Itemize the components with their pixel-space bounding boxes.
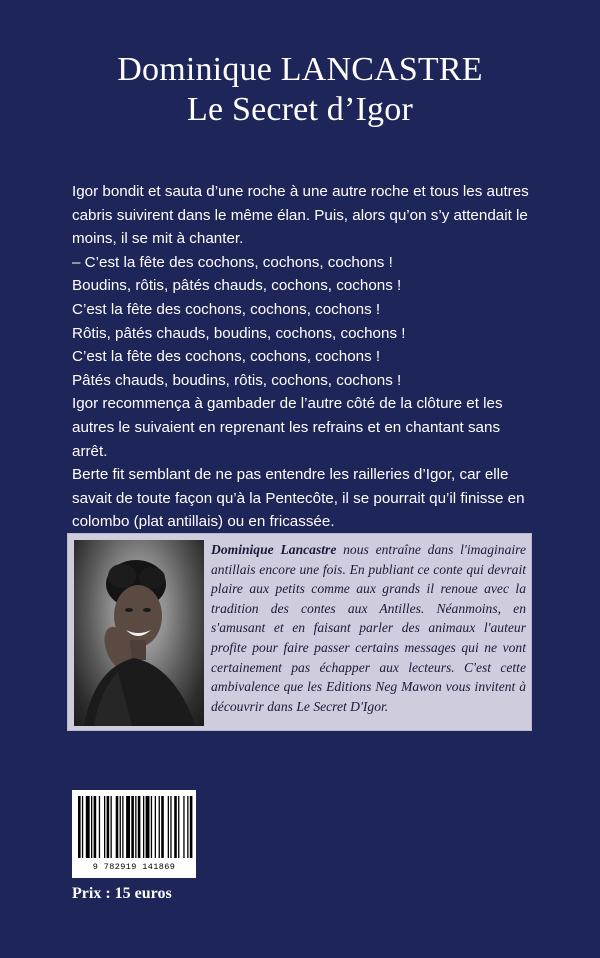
barcode	[72, 790, 196, 878]
back-cover-blurb	[72, 180, 532, 534]
barcode-bar	[178, 796, 179, 858]
barcode-bar	[146, 796, 150, 858]
barcode-bar	[82, 796, 83, 858]
author-name-heading: Dominique LANCASTRE	[117, 51, 483, 88]
barcode-bar	[135, 796, 136, 858]
blurb-paragraph: Berte fit semblant de ne pas entendre les railleries d’Igor, car elle savait de toute façon qu’à la Pentecôte, il se pourrait qu’il finisse en colombo (plat antillais) ou en fricassée.	[72, 466, 525, 531]
book-title: Le Secret d’Igor	[187, 91, 413, 128]
blurb-paragraph: Igor recommença à gambader de l’autre côté de la clôture et les autres le suivaient en reprenant les refrains et en chantant sans arrêt.	[72, 395, 503, 460]
song-line: C’est la fête des cochons, cochons, cochons !	[72, 300, 381, 318]
song-line: Boudins, rôtis, pâtés chauds, cochons, cochons !	[72, 277, 402, 295]
barcode-bar	[131, 796, 134, 858]
barcode-bar	[183, 796, 184, 858]
author-bio-text	[211, 540, 526, 716]
song-line: Pâtés chauds, boudins, rôtis, cochons, cochons !	[72, 371, 402, 389]
price-label: Prix : 15 euros	[72, 885, 172, 902]
barcode-bar	[94, 796, 97, 858]
barcode-bar	[138, 796, 141, 858]
barcode-bar	[170, 796, 171, 858]
song-line: C’est la fête des cochons, cochons, cochons !	[72, 348, 381, 366]
barcode-bar	[107, 796, 110, 858]
barcode-bar	[143, 796, 144, 858]
bio-body: nous entraîne dans l'imaginaire antillais encore une fois. En publiant ce conte qui devrait plaire aux petits comme aux grands il renoue avec la tradition des contes aux Antilles. Néanmoins, en s'amusant et en faisant parler des animaux l'auteur profite pour faire passer certains messages qui ne vont certainement pas échapper aux lecteurs. C'est cette ambivalence que les Editions Neg Mawon vous invitent à découvrir dans Le Secret D'Igor.	[211, 542, 526, 714]
barcode-bar	[91, 796, 92, 858]
barcode-bar	[111, 796, 112, 858]
bio-author-name: Dominique Lancastre	[211, 542, 337, 557]
song-line: Rôtis, pâtés chauds, boudins, cochons, cochons !	[72, 324, 406, 342]
barcode-bar	[168, 796, 169, 858]
barcode-digits: 9 782919 141869	[92, 862, 176, 872]
barcode-bars	[72, 790, 196, 862]
barcode-bar	[190, 796, 193, 858]
barcode-bar	[174, 796, 177, 858]
barcode-bar	[187, 796, 188, 858]
author-portrait-image	[74, 540, 204, 726]
barcode-bar	[86, 796, 90, 858]
barcode-bar	[155, 796, 156, 858]
barcode-bar	[122, 796, 123, 858]
barcode-bar	[151, 796, 152, 858]
song-line: – C’est la fête des cochons, cochons, cochons !	[72, 253, 393, 271]
barcode-bar	[99, 796, 100, 858]
barcode-bar	[104, 796, 105, 858]
barcode-bar	[78, 796, 81, 858]
author-photo	[74, 540, 204, 726]
barcode-bar	[161, 796, 164, 858]
cover-title-block	[0, 50, 600, 130]
barcode-bar	[126, 796, 130, 858]
author-bio-box	[67, 533, 532, 731]
barcode-bar	[159, 796, 160, 858]
barcode-bar	[116, 796, 119, 858]
barcode-bar	[120, 796, 121, 858]
blurb-paragraph: Igor bondit et sauta d’une roche à une autre roche et tous les autres cabris suivirent dans le même élan. Puis, alors qu’on s’y attendait le moins, il se mit à chanter.	[72, 183, 529, 248]
